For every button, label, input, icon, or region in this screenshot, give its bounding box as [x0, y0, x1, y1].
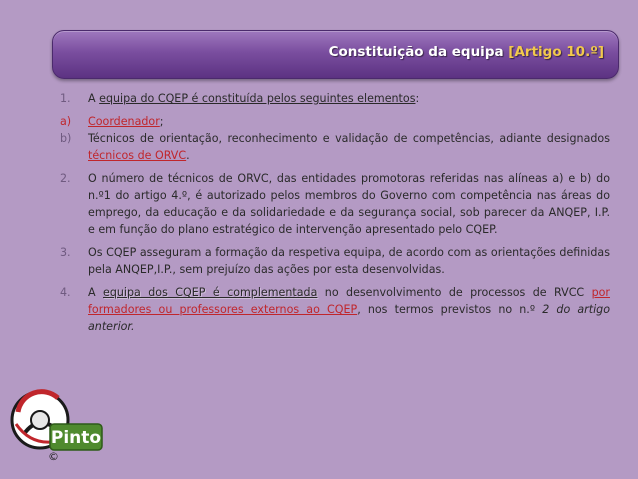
pinto-logo — [8, 384, 108, 466]
title-main: Constituição da equipa — [328, 44, 504, 60]
text: , nos termos previstos no n.º — [357, 303, 543, 316]
text: O número de técnicos de ORVC, das entidades promotoras referidas nas alíneas a) e b) do n.º1 do artigo 4.º, é autorizado pelos membros do Governo com competência nas áreas do emprego, da educação e da solidariedade e da segurança social, sob parecer da ANQEP, I.P. e em função do plano estratégico de intervenção apresentado pelo CQEP. — [88, 172, 610, 236]
title-article-ref: [Artigo 10.º] — [508, 44, 604, 60]
list-letter: a) — [60, 115, 72, 128]
text: no desenvolvimento de processos de RVCC — [317, 286, 592, 299]
logo-wordmark: Pinto — [50, 428, 102, 448]
slide-title — [329, 44, 604, 60]
text: : — [415, 92, 420, 105]
orvc-technicians-text: técnicos de ORVC — [88, 149, 187, 162]
list-number: 1. — [60, 92, 71, 105]
text: ; — [159, 115, 164, 128]
list-number: 3. — [60, 246, 71, 259]
list-number: 2. — [60, 172, 71, 185]
list-item-a — [60, 113, 610, 130]
underlined-text: por — [591, 286, 610, 299]
list-item-2 — [60, 170, 610, 238]
underlined-text: equipa do CQEP é constituída pelos seguintes elementos — [99, 92, 416, 105]
copyright-mark: © — [48, 450, 59, 463]
underlined-text: equipa dos CQEP é complementada — [103, 286, 318, 299]
list-item-1 — [60, 90, 610, 107]
title-bar — [52, 30, 619, 79]
list-item-b — [60, 130, 610, 164]
italic-text: 2 do artigo anterior. — [88, 303, 610, 333]
external-trainers-text: formadores ou professores externos ao CQEP — [88, 303, 358, 316]
list-item-3 — [60, 244, 610, 278]
list-item-4 — [60, 284, 610, 335]
text: A — [88, 286, 104, 299]
content-list — [60, 90, 610, 341]
text: A — [88, 92, 100, 105]
list-letter: b) — [60, 132, 72, 145]
text: Técnicos de orientação, reconhecimento e validação de competências, adiante designados — [88, 132, 610, 145]
text: . — [186, 149, 190, 162]
coordinator-text: Coordenador — [88, 115, 160, 128]
list-number: 4. — [60, 286, 71, 299]
text: Os CQEP asseguram a formação da respetiva equipa, de acordo com as orientações definidas pela ANQEP,I.P., sem prejuízo das ações por esta desenvolvidas. — [88, 246, 610, 276]
